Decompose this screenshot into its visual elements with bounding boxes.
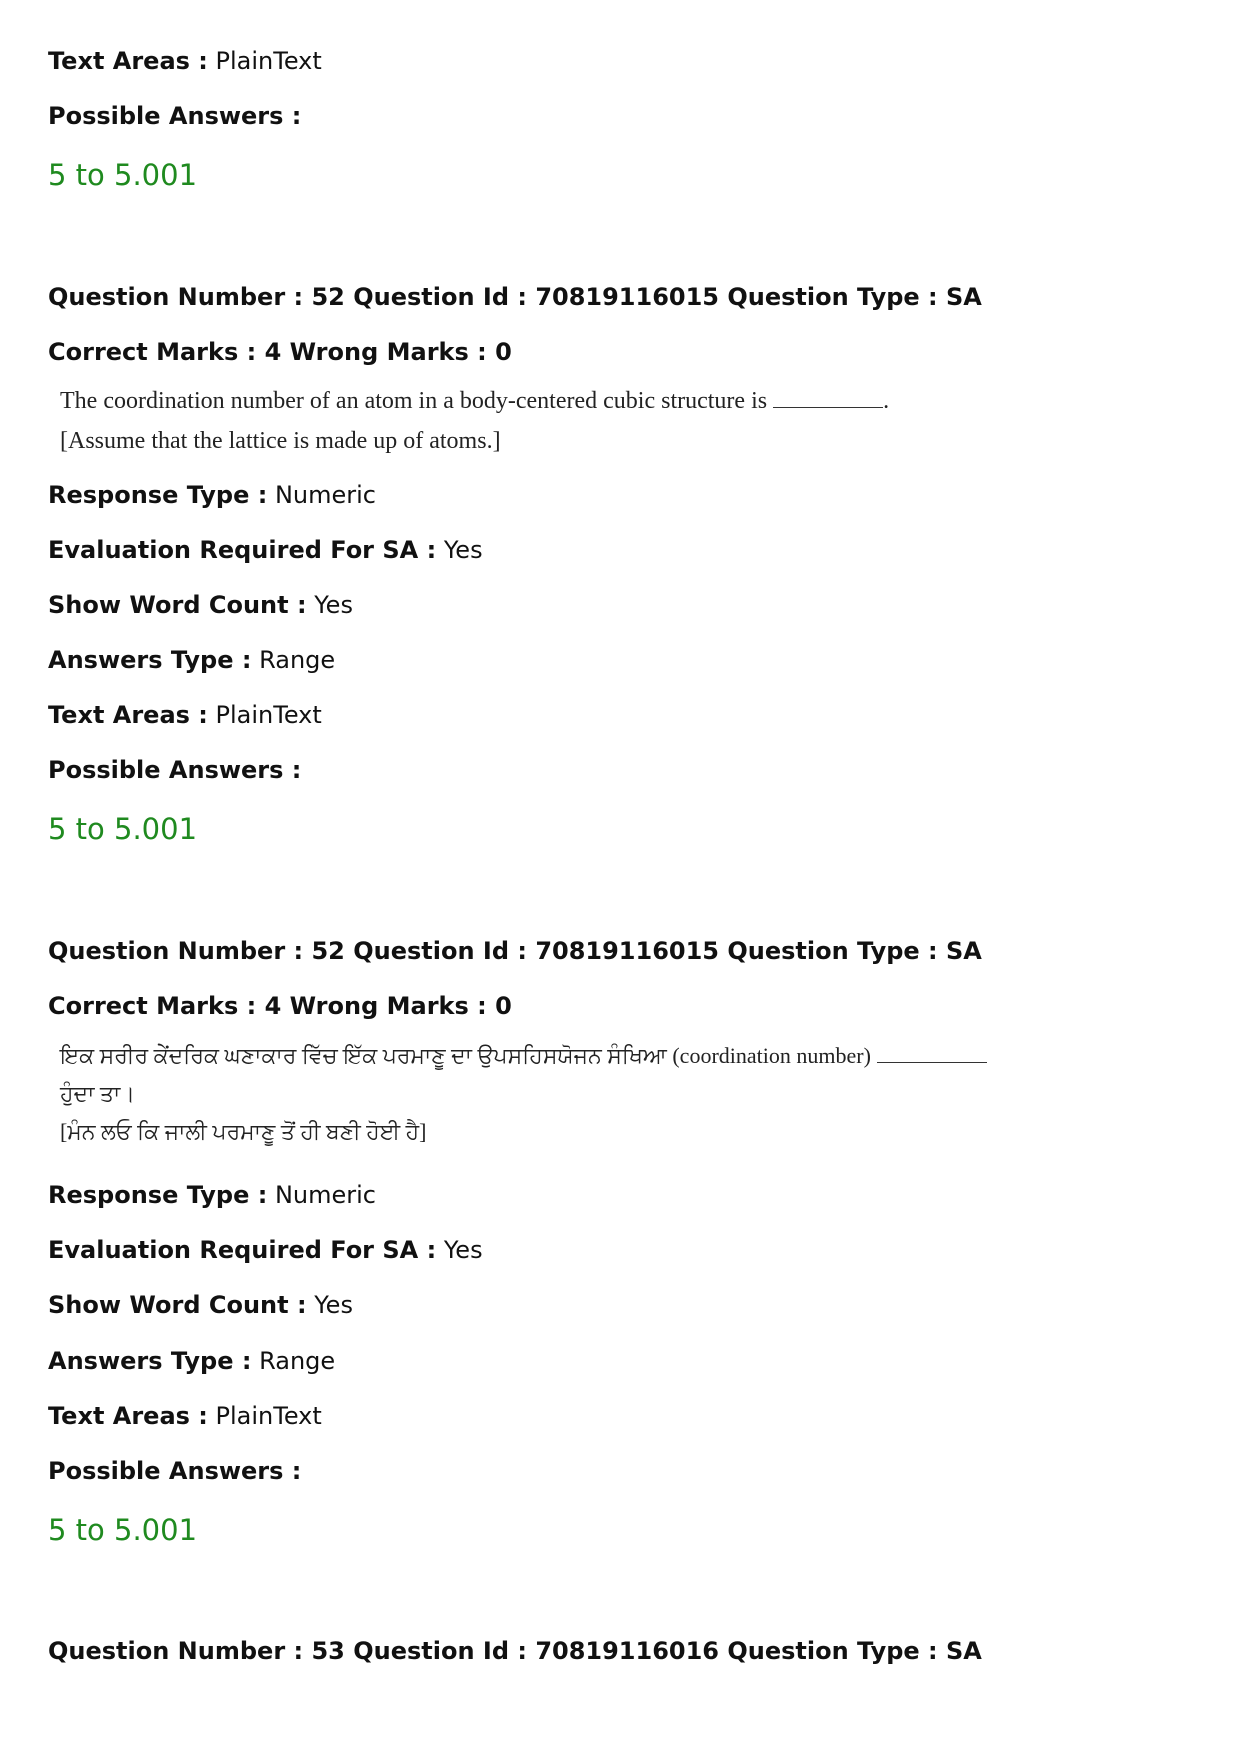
field-label: Answers Type : (48, 646, 252, 674)
question-line: The coordination number of an atom in a body-centered cubic structure is (60, 388, 768, 414)
possible-answer: 5 to 5.001 (48, 158, 198, 192)
answer-blank (773, 389, 883, 408)
word-count-row (48, 590, 353, 620)
field-label: Text Areas : (48, 47, 208, 75)
field-label: Response Type : (48, 1181, 268, 1209)
question-note: [Assume that the lattice is made up of atoms.] (60, 428, 501, 454)
question-line: ਇਕ ਸਰੀਰ ਕੇਂਦਰਿਕ ਘਣਾਕਾਰ ਵਿੱਚ ਇੱਕ ਪਰਮਾਣੂ ਦਾ ਉਪਸਹਿਸਯੋਜਨ ਸੰਖਿਆ (coordination number) (60, 1043, 871, 1068)
question-line-end: . (883, 388, 890, 414)
word-count-row (48, 1290, 353, 1320)
field-label: Text Areas : (48, 701, 208, 729)
field-value: PlainText (215, 47, 322, 75)
field-value: Numeric (274, 481, 376, 509)
question-marks: Correct Marks : 4 Wrong Marks : 0 (48, 992, 512, 1020)
text-areas-row (48, 1401, 322, 1431)
field-label: Evaluation Required For SA : (48, 536, 437, 564)
question-marks: Correct Marks : 4 Wrong Marks : 0 (48, 338, 512, 366)
possible-answers-label: Possible Answers : (48, 102, 302, 130)
field-label: Evaluation Required For SA : (48, 1236, 437, 1264)
question-line: ਹੁੰਦਾ ਤਾ। (60, 1081, 136, 1106)
response-type-row (48, 1180, 376, 1210)
field-value: Range (259, 1347, 336, 1375)
question-note: [ਮੰਨ ਲਓ ਕਿ ਜਾਲੀ ਪਰਮਾਣੂ ਤੋਂ ਹੀ ਬਣੀ ਹੋਈ ਹੈ] (60, 1119, 427, 1144)
field-value: Range (259, 646, 336, 674)
possible-answers-label: Possible Answers : (48, 756, 302, 784)
field-label: Answers Type : (48, 1347, 252, 1375)
field-label: Text Areas : (48, 1402, 208, 1430)
field-value: Yes (443, 536, 483, 564)
question-text (60, 381, 889, 421)
text-areas-row (48, 700, 322, 730)
field-value: Numeric (274, 1181, 376, 1209)
field-label: Show Word Count : (48, 591, 307, 619)
evaluation-row (48, 535, 483, 565)
possible-answer: 5 to 5.001 (48, 812, 198, 846)
field-value: Yes (443, 1236, 483, 1264)
question-text (60, 1036, 987, 1076)
field-value: PlainText (215, 1402, 322, 1430)
question-header: Question Number : 53 Question Id : 70819116016 Question Type : SA (48, 1637, 982, 1665)
field-label: Show Word Count : (48, 1291, 307, 1319)
answers-type-row (48, 645, 335, 675)
text-areas-row (48, 46, 322, 76)
response-type-row (48, 480, 376, 510)
possible-answer: 5 to 5.001 (48, 1513, 198, 1547)
question-header: Question Number : 52 Question Id : 70819116015 Question Type : SA (48, 937, 982, 965)
field-label: Response Type : (48, 481, 268, 509)
field-value: Yes (314, 591, 353, 619)
field-value: PlainText (215, 701, 322, 729)
field-value: Yes (314, 1291, 353, 1319)
answers-type-row (48, 1346, 335, 1376)
question-header: Question Number : 52 Question Id : 70819116015 Question Type : SA (48, 283, 982, 311)
answer-blank (877, 1044, 987, 1063)
possible-answers-label: Possible Answers : (48, 1457, 302, 1485)
evaluation-row (48, 1235, 483, 1265)
